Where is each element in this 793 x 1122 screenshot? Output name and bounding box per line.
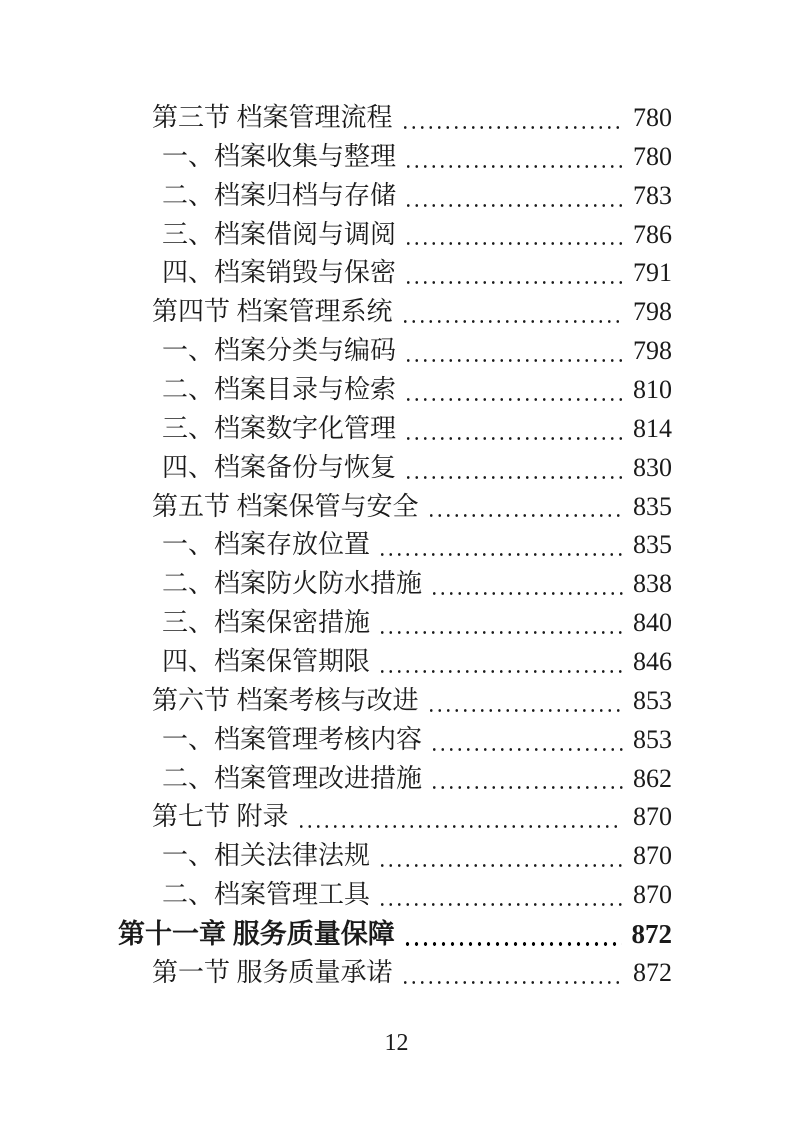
- toc-entry-title: 一、档案存放位置: [162, 530, 371, 560]
- toc-entry-title: 二、档案归档与存储: [162, 180, 397, 210]
- toc-entry: [118, 565, 672, 604]
- toc-entry: [118, 216, 672, 255]
- dot-leader: [427, 514, 623, 517]
- toc-entry-title: 第十一章 服务质量保障: [118, 919, 395, 950]
- toc-entry: [118, 177, 672, 216]
- toc-entry-page: 835: [633, 491, 672, 521]
- toc-entry: [118, 449, 672, 488]
- dot-leader: [378, 553, 623, 556]
- dot-leader: [401, 981, 623, 984]
- dot-leader: [430, 748, 623, 751]
- dot-leader: [404, 165, 623, 168]
- toc-entry-page: 853: [633, 685, 672, 715]
- toc-entry-page: 783: [633, 180, 672, 210]
- toc-entry: [118, 99, 672, 138]
- dot-leader: [401, 126, 623, 129]
- toc-entry: [118, 526, 672, 565]
- toc-entry-chapter: [118, 915, 672, 954]
- toc-entry-title: 二、档案目录与检索: [162, 375, 397, 405]
- toc-entry: [118, 682, 672, 721]
- toc-entry: [118, 332, 672, 371]
- toc-entry: [118, 837, 672, 876]
- dot-leader: [430, 592, 623, 595]
- toc-entry: [118, 760, 672, 799]
- dot-leader: [404, 204, 623, 207]
- dot-leader: [404, 437, 623, 440]
- toc-entry-title: 四、档案备份与恢复: [162, 452, 397, 482]
- toc-entry: [118, 798, 672, 837]
- page-number: 12: [384, 1030, 409, 1056]
- toc-entry: [118, 643, 672, 682]
- toc-entry-page: 853: [633, 724, 672, 754]
- dot-leader: [378, 670, 623, 673]
- toc-entry-title: 第三节 档案管理流程: [152, 103, 393, 132]
- toc-entry-title: 一、相关法律法规: [162, 841, 371, 871]
- toc-entry: [118, 254, 672, 293]
- dot-leader: [404, 242, 623, 245]
- toc-entry-title: 第一节 服务质量承诺: [152, 957, 393, 987]
- toc-entry-page: 862: [633, 763, 672, 793]
- toc-entry: [118, 371, 672, 410]
- toc-entry-page: 780: [633, 103, 672, 132]
- dot-leader: [403, 942, 622, 946]
- dot-leader: [404, 398, 623, 401]
- toc-entry: [118, 876, 672, 915]
- toc-entry-title: 一、档案分类与编码: [162, 336, 397, 366]
- toc-entry-title: 三、档案数字化管理: [162, 413, 397, 443]
- toc-entry-title: 四、档案保管期限: [162, 647, 371, 677]
- toc-entry-page: 830: [633, 452, 672, 482]
- toc-entry-page: 810: [633, 375, 672, 405]
- toc-entry-page: 798: [633, 297, 672, 327]
- toc-entry-page: 870: [633, 880, 672, 910]
- toc-entry-page: 870: [633, 841, 672, 871]
- toc-entry: [118, 721, 672, 760]
- dot-leader: [297, 825, 623, 828]
- toc-entry-title: 第五节 档案保管与安全: [152, 491, 419, 521]
- dot-leader: [404, 281, 623, 284]
- toc-entry-page: 870: [633, 802, 672, 832]
- dot-leader: [404, 359, 623, 362]
- dot-leader: [430, 786, 623, 789]
- dot-leader: [404, 476, 623, 479]
- toc-entry-title: 第七节 附录: [152, 802, 289, 832]
- toc-entry-title: 二、档案管理改进措施: [162, 763, 423, 793]
- toc-entry-title: 四、档案销毁与保密: [162, 258, 397, 288]
- toc-entry-title: 三、档案借阅与调阅: [162, 219, 397, 249]
- toc-entry: [118, 604, 672, 643]
- toc-entry-page: 872: [631, 919, 672, 950]
- toc-entry-page: 840: [633, 608, 672, 638]
- dot-leader: [378, 903, 623, 906]
- dot-leader: [378, 631, 623, 634]
- table-of-contents: [118, 99, 672, 993]
- dot-leader: [378, 864, 623, 867]
- toc-entry-page: 814: [633, 413, 672, 443]
- toc-entry-title: 二、档案管理工具: [162, 880, 371, 910]
- toc-entry-title: 第六节 档案考核与改进: [152, 685, 419, 715]
- toc-entry-title: 二、档案防火防水措施: [162, 569, 423, 599]
- dot-leader: [401, 320, 623, 323]
- toc-entry-title: 一、档案管理考核内容: [162, 724, 423, 754]
- dot-leader: [427, 709, 623, 712]
- toc-entry-page: 798: [633, 336, 672, 366]
- toc-entry-page: 838: [633, 569, 672, 599]
- toc-entry-title: 一、档案收集与整理: [162, 141, 397, 171]
- toc-entry-page: 872: [633, 957, 672, 987]
- toc-entry-page: 786: [633, 219, 672, 249]
- toc-entry-page: 780: [633, 141, 672, 171]
- toc-entry: [118, 488, 672, 527]
- toc-entry-page: 835: [633, 530, 672, 560]
- toc-entry-title: 第四节 档案管理系统: [152, 297, 393, 327]
- toc-entry-page: 846: [633, 647, 672, 677]
- toc-entry: [118, 293, 672, 332]
- toc-entry-page: 791: [633, 258, 672, 288]
- toc-entry: [118, 138, 672, 177]
- toc-entry: [118, 954, 672, 993]
- toc-entry-title: 三、档案保密措施: [162, 608, 371, 638]
- toc-entry: [118, 410, 672, 449]
